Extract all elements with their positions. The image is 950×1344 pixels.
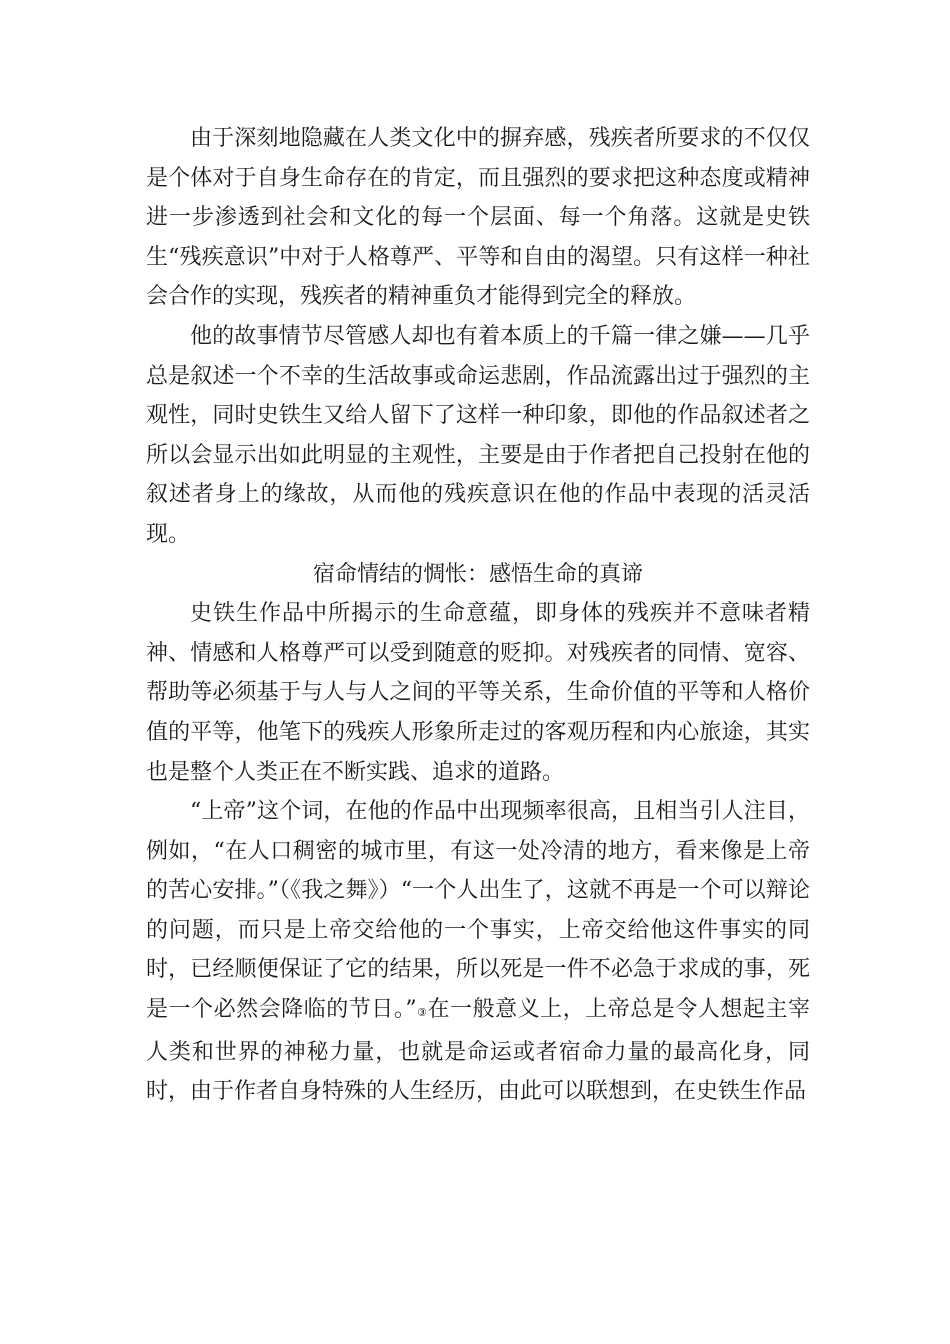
paragraph-1: 由于深刻地隐藏在人类文化中的摒弃感，残疾者所要求的不仅仅是个体对于自身生命存在的肯定，而且强烈的要求把这种态度或精神进一步渗透到社会和文化的每一个层面、每一个角落。这就是史铁生“残疾意识”中对于人格尊严、平等和自由的渴望。只有这样一种社会合作的实现，残疾者的精神重负才能得到完全的释放。 (146, 126, 810, 310)
paragraph-3: 史铁生作品中所揭示的生命意蕴，即身体的残疾并不意味者精神、情感和人格尊严可以受到随意的贬抑。对残疾者的同情、宽容、帮助等必须基于与人与人之间的平等关系，生命价值的平等和人格价值的平等，他笔下的残疾人形象所走过的客观历程和内心旅途，其实也是整个人类正在不断实践、追求的道路。 (146, 601, 810, 785)
paragraph-2: 他的故事情节尽管感人却也有着本质上的千篇一律之嫌——几乎总是叙述一个不幸的生活故事或命运悲剧，作品流露出过于强烈的主观性，同时史铁生又给人留下了这样一种印象，即他的作品叙述者之所以会显示出如此明显的主观性，主要是由于作者把自己投射在他的叙述者身上的缘故，从而他的残疾意识在他的作品中表现的活灵活现。 (146, 323, 810, 547)
paragraph-4-text: “上帝”这个词，在他的作品中出现频率很高，且相当引人注目，例如，“在人口稠密的城市里，有这一处冷清的地方，看来像是上帝的苦心安排。”（《我之舞》）“一个人出生了，这就不再是一个可以辩论的问题，而只是上帝交给他的一个事实，上帝交给他这件事实的同时，已经顺便保证了它的结果，所以死是一件不必急于求成的事，死是一个必然会降临的节日。” (146, 799, 810, 1023)
paragraph-4 (146, 792, 810, 1112)
paragraph-4-continued: 在一般意义上，上帝总是令人想起主宰人类和世界的神秘力量，也就是命运或者宿命力量的最高化身，同时，由于作者自身特殊的人生经历，由此可以联想到，在史铁生作品 (146, 997, 810, 1105)
footnote-mark: ③ (416, 1006, 428, 1020)
document-page (146, 119, 810, 1112)
section-heading: 宿命情结的惆怅：感悟生命的真谛 (312, 561, 643, 587)
